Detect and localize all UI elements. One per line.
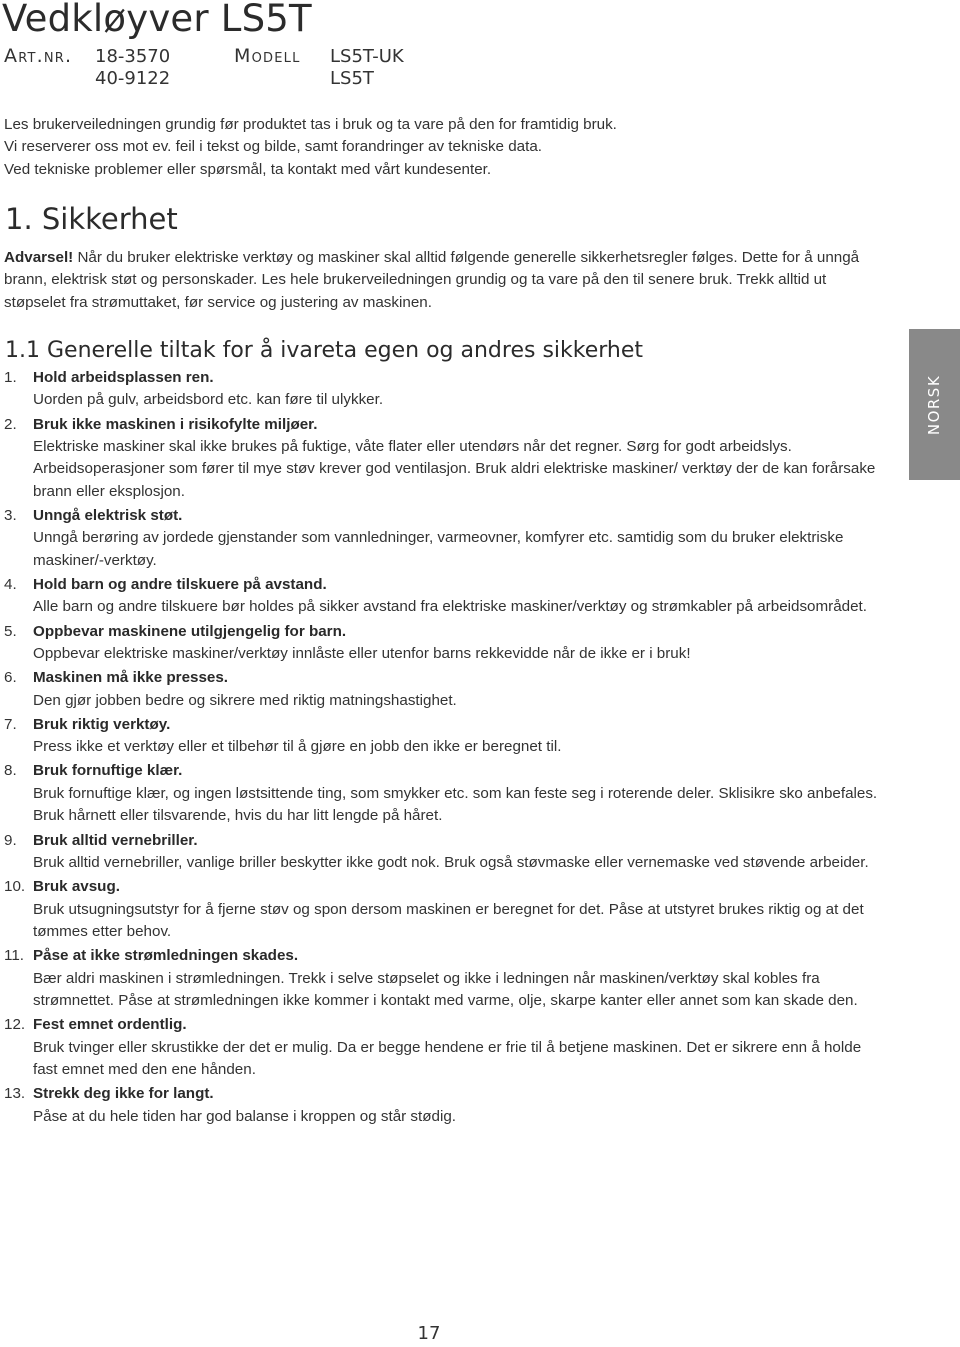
item-number: 5. <box>4 622 17 640</box>
page-number: 17 <box>417 1323 441 1344</box>
safety-warning <box>4 247 884 314</box>
item-title: Oppbevar maskinene utilgjengelig for barn. <box>33 622 347 640</box>
list-item <box>4 714 884 759</box>
language-tab <box>909 329 960 480</box>
model-label: Modell <box>234 45 301 67</box>
item-title: Bruk alltid vernebriller. <box>33 831 198 849</box>
subsection-heading-general-measures: 1.1 Generelle tiltak for å ivareta egen og andres sikkerhet <box>5 338 644 363</box>
item-number: 4. <box>4 576 17 594</box>
item-body: Bruk tvinger eller skrustikke der det er mulig. Da er begge hendene er frie til å betjene maskinen. Det er sikrere enn å holde fast emnet med den ene hånden. <box>33 1038 862 1078</box>
item-title: Bruk avsug. <box>33 878 120 896</box>
item-title: Bruk ikke maskinen i risikofylte miljøer. <box>33 415 318 433</box>
item-title: Påse at ikke strømledningen skades. <box>33 947 299 965</box>
item-number: 12. <box>4 1016 26 1034</box>
item-title: Fest emnet ordentlig. <box>33 1016 187 1034</box>
item-title: Strekk deg ikke for langt. <box>33 1085 214 1103</box>
warning-text: Når du bruker elektriske verktøy og maskiner skal alltid følgende generelle sikkerhetsregler følges. Dette for å unngå brann, elektrisk støt og personskader. Les hele brukerveiledningen grundig og ta vare på den til senere bruk. Trekk alltid ut støpselet fra strømuttaket, før service og justering av maskinen. <box>4 249 860 311</box>
item-number: 1. <box>4 369 17 386</box>
list-item <box>4 574 884 619</box>
item-number: 8. <box>4 762 17 780</box>
item-body: Bruk fornuftige klær, og ingen løstsittende ting, som smykker etc. som kan feste seg i roterende deler. Sklisikre sko anbefales. Bruk hårnett eller tilsvarende, hvis du har litt lengde på håret. <box>33 784 878 825</box>
list-item <box>4 830 884 875</box>
item-body: Unngå berøring av jordede gjenstander som vannledninger, varmeovner, komfyrer etc. samtidig som du bruker elektriske maskiner/-verktøy. <box>33 529 844 569</box>
intro-line-1: Les brukerveiledningen grundig før produktet tas i bruk og ta vare på den for framtidig bruk. <box>4 116 617 133</box>
item-body: Bruk alltid vernebriller, vanlige briller beskytter ikke godt nok. Bruk også støvmaske eller vernemaske ved støvende arbeider. <box>33 853 869 871</box>
list-item <box>4 876 884 943</box>
art-number-1: 18-3570 <box>95 46 171 67</box>
language-tab-label: NORSK <box>925 374 944 435</box>
warning-label: Advarsel! <box>4 249 74 266</box>
item-body: Den gjør jobben bedre og sikrere med riktig matningshastighet. <box>33 691 457 709</box>
item-body: Alle barn og andre tilskuere bør holdes på sikker avstand fra elektriske maskiner/verktøy og strømkabler på arbeidsområdet. <box>33 598 867 616</box>
item-body: Bruk utsugningsutstyr for å fjerne støv og spon dersom maskinen er beregnet for det. Påse at utstyret brukes riktig og at det tømmes etter behov. <box>33 900 864 940</box>
list-item <box>4 414 884 504</box>
item-title: Bruk fornuftige klær. <box>33 762 183 780</box>
model-2: LS5T <box>330 68 374 89</box>
item-number: 9. <box>4 831 17 849</box>
item-body: Press ikke et verktøy eller et tilbehør til å gjøre en jobb den ikke er beregnet til. <box>33 738 562 756</box>
list-item <box>4 1083 884 1128</box>
item-number: 10. <box>4 878 26 896</box>
intro-line-3: Ved tekniske problemer eller spørsmål, ta kontakt med vårt kundesenter. <box>4 161 492 178</box>
item-number: 6. <box>4 669 17 687</box>
list-item <box>4 760 884 827</box>
item-title: Maskinen må ikke presses. <box>33 669 229 687</box>
page-title: Vedkløyver LS5T <box>2 0 312 40</box>
list-item <box>4 367 884 412</box>
list-item <box>4 667 884 712</box>
safety-rules-list <box>4 367 884 1130</box>
item-title: Bruk riktig verktøy. <box>33 715 171 733</box>
list-item <box>4 945 884 1012</box>
item-number: 3. <box>4 507 17 525</box>
item-body: Bær aldri maskinen i strømledningen. Trekk i selve støpselet og ikke i ledningen når maskinen/verktøy skal kobles fra strømnettet. Påse at strømledningen ikke kommer i kontakt med varme, olje, skarpe kanter eller annet som kan skade den. <box>33 969 858 1009</box>
item-body: Uorden på gulv, arbeidsbord etc. kan føre til ulykker. <box>33 391 384 409</box>
section-heading-safety: 1. Sikkerhet <box>5 202 178 236</box>
item-title: Unngå elektrisk støt. <box>33 507 183 525</box>
item-number: 7. <box>4 715 17 733</box>
item-number: 2. <box>4 415 17 433</box>
intro-line-2: Vi reserverer oss mot ev. feil i tekst og bilde, samt forandringer av tekniske data. <box>4 138 542 155</box>
list-item <box>4 621 884 666</box>
item-body: Påse at du hele tiden har god balanse i kroppen og står stødig. <box>33 1107 456 1125</box>
item-body: Elektriske maskiner skal ikke brukes på fuktige, våte flater eller utendørs når det regner. Sørg for godt arbeidslys. Arbeidsoperasjoner som fører til mye støv krever god ventilasjon. Bruk aldri elektriske maskiner/ verktøy der de kan forårsake brann eller eksplosjon. <box>33 438 876 500</box>
intro-paragraph <box>4 113 904 182</box>
item-number: 13. <box>4 1085 26 1103</box>
art-label: Art.nr. <box>4 45 73 67</box>
item-title: Hold arbeidsplassen ren. <box>33 369 214 386</box>
art-number-2: 40-9122 <box>95 68 171 89</box>
item-title: Hold barn og andre tilskuere på avstand. <box>33 576 327 594</box>
list-item <box>4 505 884 572</box>
item-number: 11. <box>4 947 24 965</box>
model-1: LS5T-UK <box>330 46 404 67</box>
list-item <box>4 1014 884 1081</box>
item-body: Oppbevar elektriske maskiner/verktøy innlåste eller utenfor barns rekkevidde når de ikke er i bruk! <box>33 645 691 663</box>
